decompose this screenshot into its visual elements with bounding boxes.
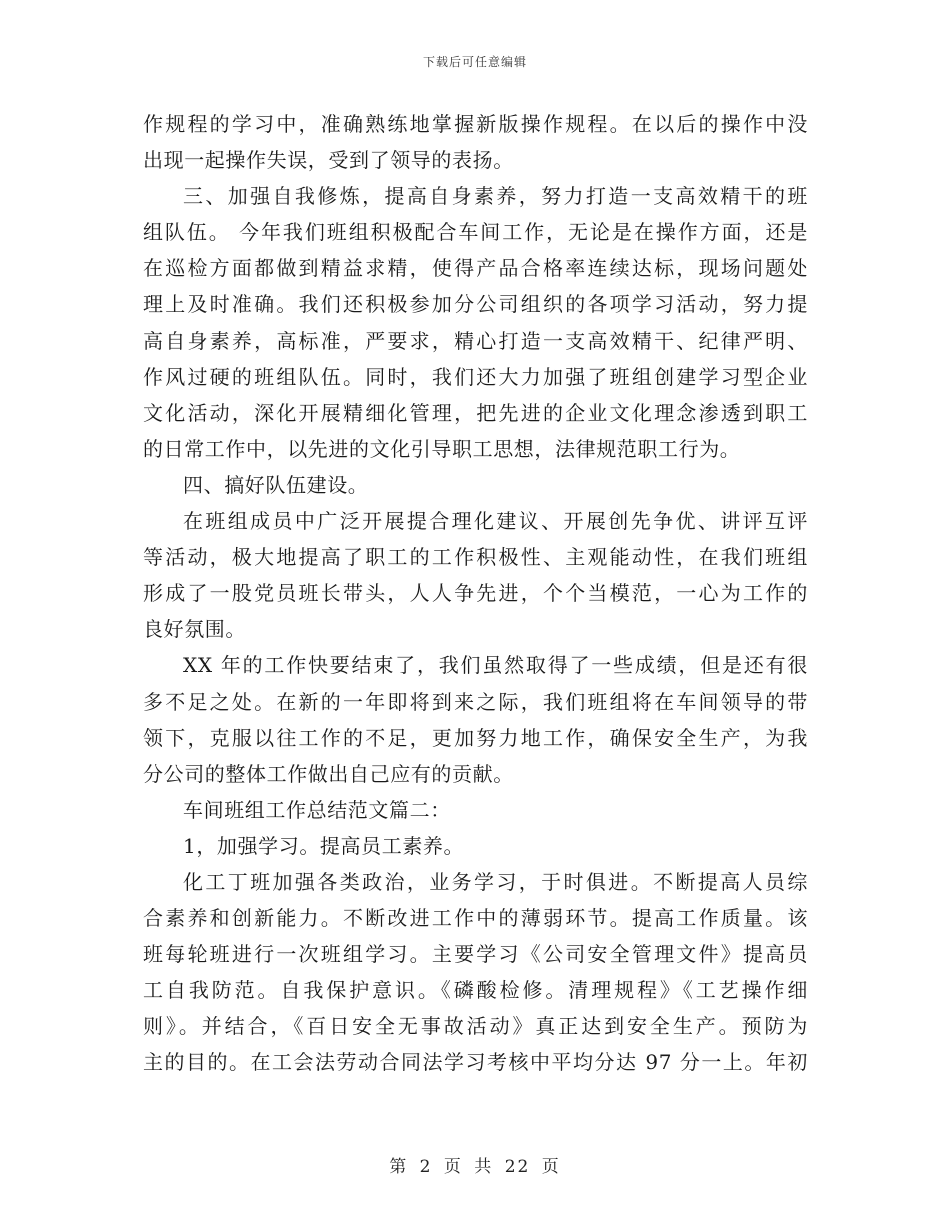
text-line: 高自身素养，高标准，严要求，精心打造一支高效精干、纪律严明、 (143, 328, 808, 353)
text-line: 分公司的整体工作做出自己应有的贡献。 (143, 761, 514, 786)
text-line: 四、搞好队伍建设。 (183, 472, 369, 497)
text-line: 三、加强自我修炼，提高自身素养，努力打造一支高效精干的班 (183, 184, 808, 209)
text-line: 主的目的。在工会法劳动合同法学习考核中平均分达 97 分一上。年初 (143, 1050, 808, 1075)
text-line: XX 年的工作快要结束了，我们虽然取得了一些成绩，但是还有很 (183, 653, 808, 678)
header-note: 下载后可任意编辑 (422, 55, 527, 69)
text-line: 在班组成员中广泛开展提合理化建议、开展创先争优、讲评互评 (183, 509, 808, 534)
text-line: 作风过硬的班组队伍。同时，我们还大力加强了班组创建学习型企业 (143, 364, 808, 389)
text-line: 合素养和创新能力。不断改进工作中的薄弱环节。提高工作质量。该 (143, 906, 808, 931)
text-line: 良好氛围。 (143, 617, 246, 642)
text-line: 多不足之处。在新的一年即将到来之际，我们班组将在车间领导的带 (143, 689, 808, 714)
text-line: 等活动，极大地提高了职工的工作积极性、主观能动性，在我们班组 (143, 545, 808, 570)
text-line: 在巡检方面都做到精益求精，使得产品合格率连续达标，现场问题处 (143, 256, 808, 281)
text-line: 文化活动，深化开展精细化管理，把先进的企业文化理念渗透到职工 (143, 400, 808, 425)
text-line: 领下，克服以往工作的不足，更加努力地工作，确保安全生产，为我 (143, 725, 808, 750)
text-line: 工自我防范。自我保护意识。《磷酸检修。清理规程》《工艺操作细 (143, 978, 808, 1003)
document-body (143, 106, 808, 1081)
text-line: 1，加强学习。提高员工素养。 (183, 833, 465, 858)
text-line: 车间班组工作总结范文篇二： (183, 797, 451, 822)
page-number-footer: 第 2 页 共 22 页 (389, 1157, 561, 1177)
text-line: 理上及时准确。我们还积极参加分公司组织的各项学习活动，努力提 (143, 292, 808, 317)
text-line: 出现一起操作失误，受到了领导的表扬。 (143, 148, 514, 173)
text-line: 组队伍。 今年我们班组积极配合车间工作，无论是在操作方面，还是 (143, 220, 808, 245)
text-line: 作规程的学习中，准确熟练地掌握新版操作规程。在以后的操作中没 (143, 112, 808, 136)
text-line: 形成了一股党员班长带头，人人争先进，个个当模范，一心为工作的 (143, 581, 808, 606)
text-line: 则》。并结合，《百日安全无事故活动》真正达到安全生产。预防为 (143, 1014, 808, 1039)
text-line: 化工丁班加强各类政治，业务学习，于时俱进。不断提高人员综 (183, 869, 808, 894)
text-line: 班每轮班进行一次班组学习。主要学习《公司安全管理文件》提高员 (143, 942, 808, 967)
text-line: 的日常工作中，以先进的文化引导职工思想，法律规范职工行为。 (143, 436, 741, 461)
